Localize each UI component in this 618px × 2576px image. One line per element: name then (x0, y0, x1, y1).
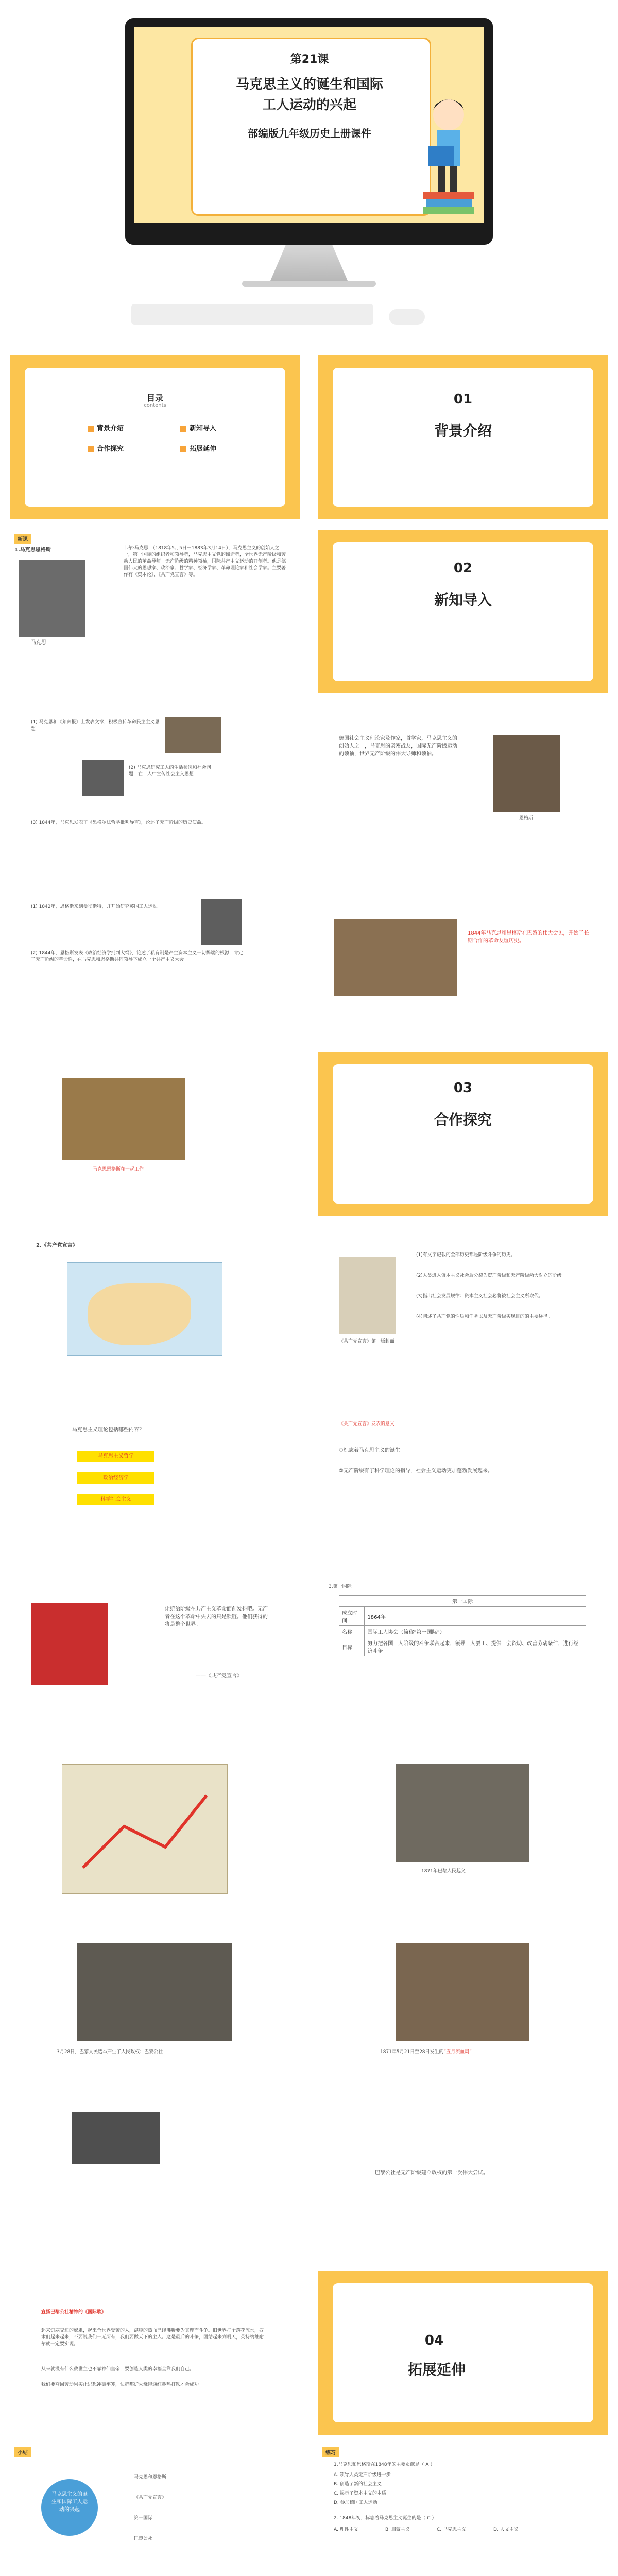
friendship-point-1: (1) 1842年，恩格斯来到曼彻斯特，并开始研究英国工人运动。 (31, 904, 162, 909)
marx-caption: 马克思 (31, 640, 46, 646)
cover-slide (134, 27, 484, 223)
cover-title-line2: 工人运动的兴起 (262, 97, 356, 113)
section-number: 02 (453, 561, 473, 576)
section-number: 01 (453, 392, 473, 407)
section-label: 背景介绍 (434, 422, 492, 439)
works-point-3: (3) 1844年，马克思发表了《黑格尔法哲学批判导言》，论述了无产阶级的历史使命。 (31, 820, 207, 825)
slide-commune-statement (318, 2097, 608, 2261)
component-economics: 政治经济学 (77, 1472, 154, 1484)
toc-title: 目录 (146, 393, 163, 403)
manifesto-point-3: (3)指出社会发展规律：资本主义社会必将被社会主义所取代。 (416, 1294, 543, 1299)
significance-point-2: ②无产阶级有了科学理论的指导，社会主义运动更加蓬勃发展起来。 (339, 1468, 493, 1474)
intl-table-title: 第一国际 (339, 1596, 586, 1607)
slide-first-international (318, 1574, 608, 1738)
paris-map (62, 1764, 228, 1894)
league-caption: 马克思恩格斯在一起工作 (93, 1167, 144, 1172)
section-label: 合作探究 (434, 1111, 492, 1128)
significance-title: 《共产党宣言》发表的意义 (339, 1421, 395, 1427)
quote-text: 让统治阶级在共产主义革命面前发抖吧。无产者在这个革命中失去的只是锁链。他们获得的将是整个世界。 (165, 1606, 268, 1628)
quiz-q1-d[interactable]: D. 参加德国工人运动 (334, 2500, 377, 2505)
spirit-line-2: 从来就没有什么救世主也不靠神仙皇帝，要创造人类的幸福全靠我们自己。 (41, 2367, 195, 2372)
bullet-icon (180, 446, 186, 452)
slide-league (10, 1052, 300, 1216)
manifesto-heading: 2.《共产党宣言》 (36, 1243, 78, 1248)
commune-wall-photo (72, 2112, 160, 2164)
marx-painting (165, 717, 221, 753)
cover-title-line1: 马克思主义的诞生和国际 (235, 77, 383, 92)
section-number: 04 (424, 2333, 444, 2348)
slide-manifesto-map (10, 1226, 300, 1390)
intl-heading: 3.第一国际 (329, 1584, 352, 1589)
table-row: 名称 国际工人协会（简称“第一国际”） (339, 1626, 586, 1637)
quiz-q2-d[interactable]: D. 人文主义 (493, 2527, 519, 2532)
manifesto-point-4: (4)阐述了共产党的性质和任务以及无产阶级实现目的的主要途径。 (416, 1314, 553, 1319)
marx-photo (82, 760, 124, 796)
quiz-q2-a[interactable]: A. 理性主义 (334, 2527, 358, 2532)
hero-cover (0, 0, 618, 345)
section-label: 新知导入 (434, 591, 492, 608)
works-point-2: (2) 马克思研究工人的生活状况和社会问题，在工人中宣传社会主义思想 (129, 765, 211, 777)
bloody-week-painting (396, 1943, 529, 2041)
slide-quiz (318, 2443, 608, 2576)
slide-bloody-week (318, 1923, 608, 2087)
tag-new-lesson: 新课 (14, 534, 31, 544)
table-row: 成立时间 1864年 (339, 1607, 586, 1626)
mouse (389, 309, 425, 325)
bullet-icon (180, 426, 186, 432)
manifesto-point-1: (1)有文字记载的全部历史都是阶级斗争的历史。 (416, 1252, 516, 1258)
league-painting (62, 1078, 185, 1160)
toc-item-extend[interactable]: 拓展延伸 (180, 443, 216, 453)
toc-panel (25, 368, 285, 507)
slide-commune-wall (10, 2097, 300, 2261)
marx-heading: 1.马克思恩格斯 (14, 547, 51, 553)
monitor-foot (242, 281, 376, 287)
bullet-icon (88, 446, 94, 452)
summary-branch-2: 《共产党宣言》 (134, 2495, 167, 2500)
table-row: 目标 努力把各国工人阶级的斗争联合起来，领导工人罢工、提供工会资助、改善劳动条件，进行经济斗争 (339, 1637, 586, 1656)
cover-subtitle: 部编版九年级历史上册课件 (248, 127, 371, 140)
slide-section-04 (318, 2271, 608, 2435)
cover-lesson: 第21课 (290, 53, 329, 66)
reading-kid-illustration (413, 89, 479, 218)
spirit-title: 宣扬巴黎公社精神的《国际歌》 (41, 2310, 107, 2315)
quiz-q1-b[interactable]: B. 创造了新的社会主义 (334, 2482, 382, 2487)
slide-marx-works (10, 704, 300, 868)
slide-summary (10, 2443, 300, 2576)
engels-bio: 德国社会主义理论家及作家，哲学家，马克思主义的创始人之一，马克思的亲密战友，国际无产阶级运动的领袖，世界无产阶级的伟大导师和领袖。 (339, 736, 457, 757)
spirit-line-3: 我们要夺回劳动果实让思想冲破牢笼，快把那炉火烧得通红趁热打铁才会成功。 (41, 2382, 204, 2387)
manifesto-book-photo (31, 1603, 108, 1685)
summary-branch-1: 马克思和恩格斯 (134, 2475, 167, 2480)
commune-statement: 巴黎公社是无产阶级建立政权的第一次伟大尝试。 (375, 2170, 488, 2176)
section-panel (333, 2283, 593, 2422)
meeting-text: 1844年马克思和恩格斯在巴黎的伟大会见，开始了长期合作的革命友谊历史。 (468, 930, 589, 944)
summary-branch-4: 巴黎公社 (134, 2536, 153, 2541)
summary-center: 马克思主义的诞生和国际工人运动的兴起 (41, 2479, 98, 2536)
component-philosophy: 马克思主义哲学 (77, 1451, 154, 1462)
quiz-q2: 2. 1848年初，标志着马克思主义诞生的是（ C ） (334, 2516, 437, 2521)
marx-portrait (19, 560, 85, 637)
manifesto-caption: 《共产党宣言》第一版封面 (339, 1339, 395, 1344)
component-socialism: 科学社会主义 (77, 1494, 154, 1505)
uprising-caption: 1871年巴黎人民起义 (421, 1869, 466, 1874)
engels-caption: 恩格斯 (519, 816, 534, 821)
slide-marx (10, 530, 300, 693)
quiz-q2-c[interactable]: C. 马克思主义 (437, 2527, 467, 2532)
quiz-q2-b[interactable]: B. 启蒙主义 (385, 2527, 410, 2532)
tag-quiz: 练习 (322, 2447, 339, 2457)
tag-summary: 小结 (14, 2447, 31, 2457)
friendship-point-2: (2) 1844年，恩格斯发表《政治经济学批判大纲》，论述了私有制是产生资本主义一切弊端的根源，肯定了无产阶级的革命性，在马克思和恩格斯共同领导下成立一个共产主义大会。 (31, 951, 244, 962)
slide-manifesto-points (318, 1226, 608, 1390)
quiz-q1: 1.马克思和恩格斯在1848年的主要贡献是（ A ） (334, 2462, 435, 2467)
spirit-body: 起来饥寒交迫的奴隶，起来全世界受苦的人，满腔的热血已经沸腾要为真理而斗争。旧世界打个落花流水，奴隶们起来起来，不要说我们一无所有，我们要做天下的主人。这是最后的斗争，团结起来到明天，英特纳雄耐尔就一定要实现。 (41, 2328, 264, 2347)
slide-quote (10, 1574, 300, 1738)
engels-small-photo (201, 899, 242, 945)
bullet-icon (88, 426, 94, 432)
slide-engels-works (10, 878, 300, 1042)
section-number: 03 (453, 1080, 473, 1096)
uprising-photo (396, 1764, 529, 1862)
meeting-painting (334, 919, 457, 996)
intl-table (339, 1595, 586, 1656)
slide-section-02 (318, 530, 608, 693)
slide-section-03 (318, 1052, 608, 1216)
toc-item-explore[interactable]: 合作探究 (88, 443, 124, 453)
manifesto-point-2: (2)人类进入资本主义社会后分裂为资产阶级和无产阶级两大对立的阶级。 (416, 1273, 566, 1278)
toc-subtitle: contents (144, 403, 166, 409)
slide-spirit (10, 2271, 300, 2435)
quiz-q1-c[interactable]: C. 揭示了资本主义的本质 (334, 2491, 387, 2496)
europe-map (67, 1262, 222, 1356)
slide-components (10, 1400, 300, 1564)
election-caption: 3月28日，巴黎人民选举产生了人民政权：巴黎公社 (57, 2049, 163, 2055)
monitor-frame (125, 18, 493, 245)
toc-item-intro[interactable]: 新知导入 (180, 422, 216, 432)
engels-portrait (493, 735, 560, 812)
summary-branch-3: 第一国际 (134, 2516, 153, 2521)
works-point-1: (1) 马克思和《莱茵报》上发表文章，积极宣传革命民主主义思想 (31, 720, 160, 732)
slide-meeting (318, 878, 608, 1042)
marx-bio: 卡尔·马克思，（1818年5月5日－1883年3月14日），马克思主义的创始人之一，第一国际的组织者和领导者，马克思主义党的缔造者，全世界无产阶级和劳动人民的革命导师。无产阶级的精神领袖，国际共产主义运动的开创者。他是德国伟大的思想家、政治家、哲学家、经济学家、革命理论家和社会学家。主要著作有《资本论》、《共产党宣言》等。 (124, 546, 286, 578)
slide-section-01 (318, 355, 608, 519)
spirit-panel (10, 2271, 300, 2435)
quiz-q1-a[interactable]: A. 领导人类无产阶级进一步 (334, 2472, 391, 2478)
slide-significance (318, 1400, 608, 1564)
monitor-stand (270, 245, 348, 281)
slide-commune-election (10, 1923, 300, 2087)
slide-toc (10, 355, 300, 519)
slide-commune-uprising (318, 1749, 608, 1912)
slide-commune-map (10, 1749, 300, 1912)
toc-item-background[interactable]: 背景介绍 (88, 422, 124, 432)
quote-source: ——《共产党宣言》 (196, 1673, 242, 1679)
significance-point-1: ①标志着马克思主义的诞生 (339, 1448, 400, 1453)
bloody-week-caption: 1871年5月21日至28日发生的“五月流血周” (380, 2049, 472, 2055)
section-label: 拓展延伸 (407, 2361, 466, 2378)
election-painting (77, 1943, 232, 2041)
slide-engels (318, 704, 608, 868)
manifesto-cover (339, 1257, 396, 1334)
keyboard (131, 304, 373, 325)
components-question: 马克思主义理论包括哪些内容？ (72, 1427, 144, 1433)
